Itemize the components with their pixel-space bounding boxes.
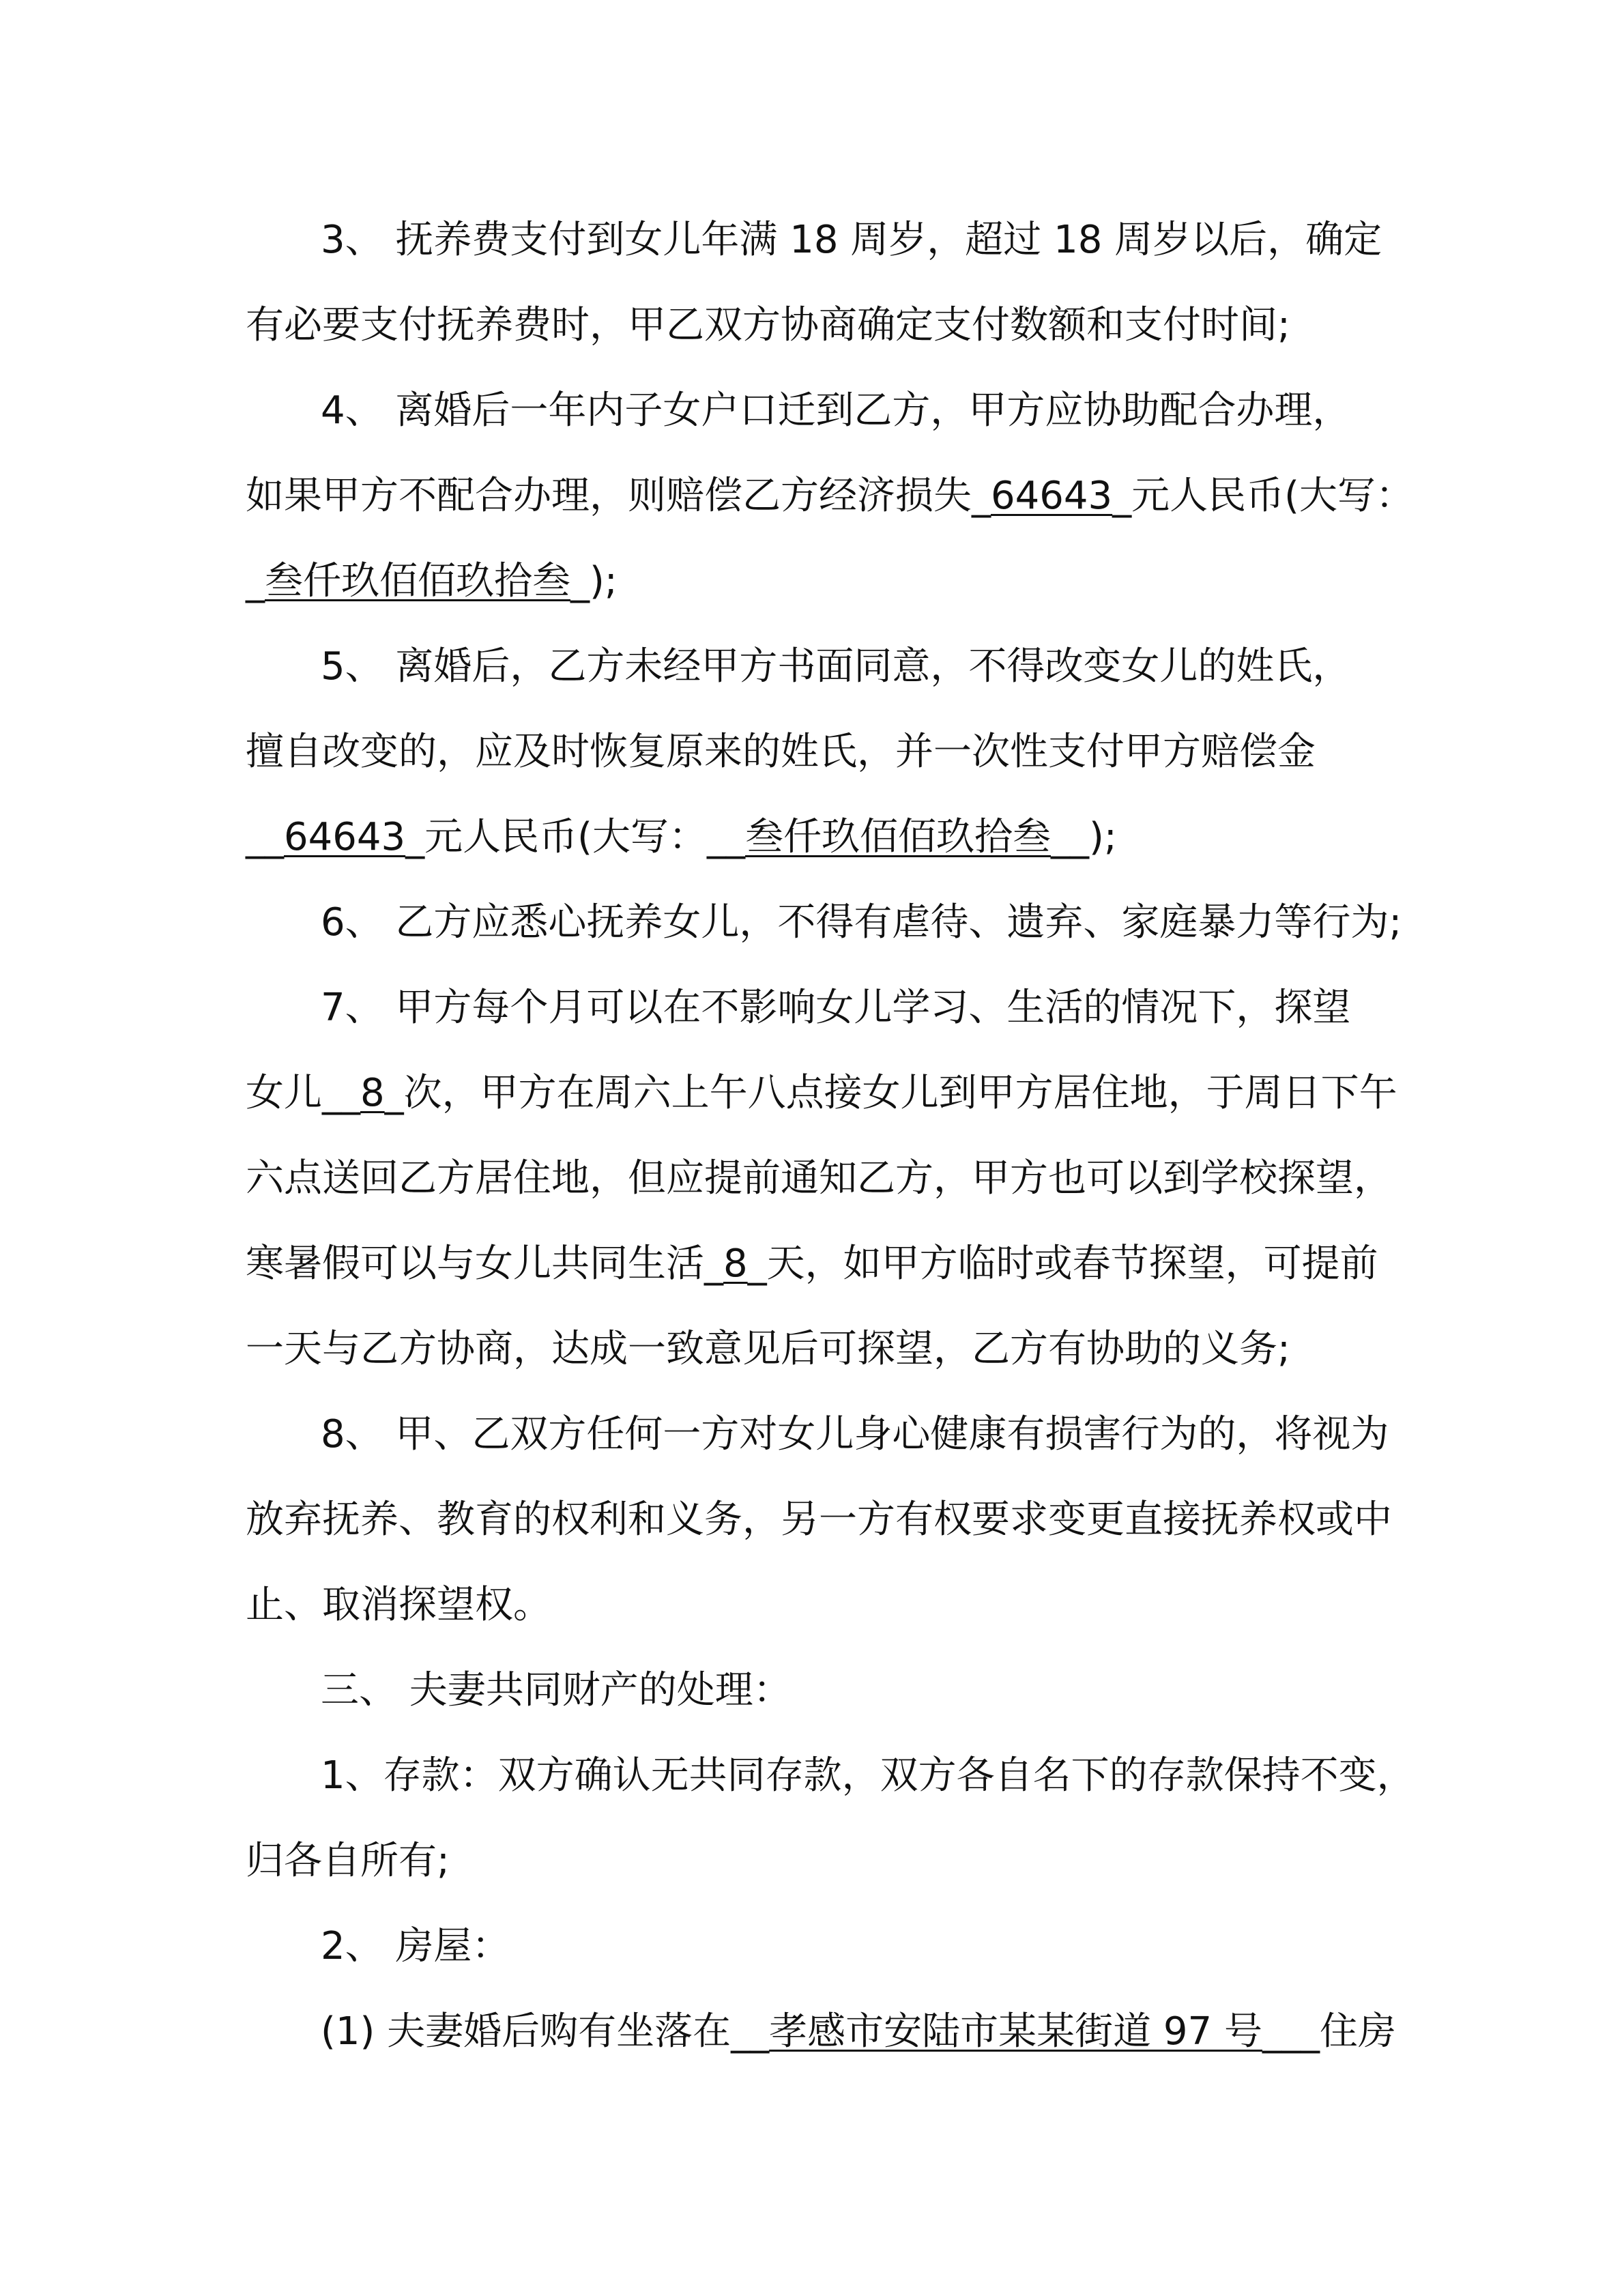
text-segment: 三、 夫妻共同财产的处理： — [321, 1668, 792, 1712]
text-segment: 2、 房屋： — [321, 1924, 510, 1968]
text-line — [246, 810, 1378, 865]
text-segment: 寒暑假可以与女儿共同生活_ — [246, 1242, 723, 1286]
text-segment: __); — [1051, 815, 1117, 859]
text-segment: _次，甲方在周六上午八点接女儿到甲方居住地，于周日下午 — [384, 1071, 1397, 1115]
filled-blank: 叁仟玖佰佰玖拾叁 — [745, 815, 1052, 859]
text-segment: 归各自所有; — [246, 1839, 450, 1883]
text-line — [321, 2005, 1396, 2059]
text-line — [246, 1834, 1378, 1889]
filled-blank: 孝感市安陆市某某街道 97 号 — [769, 2009, 1262, 2054]
text-segment: 4、 离婚后一年内子女户口迁到乙方，甲方应协助配合办理， — [321, 388, 1351, 433]
text-segment: (1) 夫妻婚后购有坐落在__ — [321, 2009, 770, 2054]
text-segment: 3、 抚养费支付到女儿年满 18 周岁，超过 18 周岁以后，确定 — [321, 218, 1382, 262]
text-segment: 有必要支付抚养费时，甲乙双方协商确定支付数额和支付时间; — [246, 303, 1290, 347]
text-line — [321, 1407, 1389, 1462]
text-line — [321, 384, 1378, 438]
filled-blank: 64643 — [284, 815, 406, 859]
text-segment: 女儿__ — [246, 1071, 360, 1115]
text-segment: _); — [570, 559, 618, 603]
text-segment: 7、 甲方每个月可以在不影响女儿学习、生活的情况下，探望 — [321, 986, 1351, 1030]
text-line — [246, 554, 1378, 609]
text-line — [246, 298, 1378, 353]
filled-blank: 64643 — [991, 474, 1113, 518]
text-line — [246, 1322, 1378, 1377]
text-line — [246, 1066, 1397, 1121]
text-line — [321, 1919, 1378, 1974]
text-segment: 5、 离婚后，乙方未经甲方书面同意，不得改变女儿的姓氏， — [321, 644, 1351, 689]
text-segment: 擅自改变的，应及时恢复原来的姓氏，并一次性支付甲方赔偿金 — [246, 730, 1316, 774]
text-segment: 如果甲方不配合办理，则赔偿乙方经济损失_ — [246, 474, 991, 518]
text-line — [246, 1493, 1392, 1547]
text-segment: __ — [246, 815, 284, 859]
text-segment: 一天与乙方协商，达成一致意见后可探望，乙方有协助的义务; — [246, 1327, 1290, 1371]
text-line — [321, 213, 1382, 268]
text-segment: 1、存款：双方确认无共同存款，双方各自名下的存款保持不变， — [321, 1753, 1415, 1798]
text-line — [321, 640, 1378, 694]
filled-blank: 8 — [723, 1242, 748, 1286]
text-line — [321, 981, 1378, 1035]
filled-blank: 8 — [360, 1071, 385, 1115]
text-segment: 放弃抚养、教育的权利和义务，另一方有权要求变更直接抚养权或中 — [246, 1497, 1392, 1542]
text-segment: 8、 甲、乙双方任何一方对女儿身心健康有损害行为的，将视为 — [321, 1412, 1389, 1456]
text-segment: 6、 乙方应悉心抚养女儿，不得有虐待、遗弃、家庭暴力等行为; — [321, 900, 1402, 945]
text-line — [246, 725, 1378, 779]
text-segment: 止、取消探望权。 — [246, 1583, 551, 1627]
text-line — [321, 1749, 1415, 1803]
text-line — [321, 1663, 1378, 1718]
text-segment: _天，如甲方临时或春节探望，可提前 — [747, 1242, 1378, 1286]
text-segment: _元人民币(大写：__ — [405, 815, 746, 859]
text-segment: ___住房 — [1262, 2009, 1396, 2054]
text-line — [246, 1151, 1392, 1206]
text-segment: 六点送回乙方居住地，但应提前通知乙方，甲方也可以到学校探望， — [246, 1156, 1392, 1201]
text-segment: _元人民币(大写： — [1112, 474, 1415, 518]
text-line — [246, 1578, 1378, 1633]
text-segment: _ — [246, 559, 265, 603]
text-line — [246, 469, 1415, 523]
text-line — [246, 1237, 1378, 1291]
text-line — [321, 895, 1402, 950]
filled-blank: 叁仟玖佰佰玖拾叁 — [265, 559, 570, 603]
